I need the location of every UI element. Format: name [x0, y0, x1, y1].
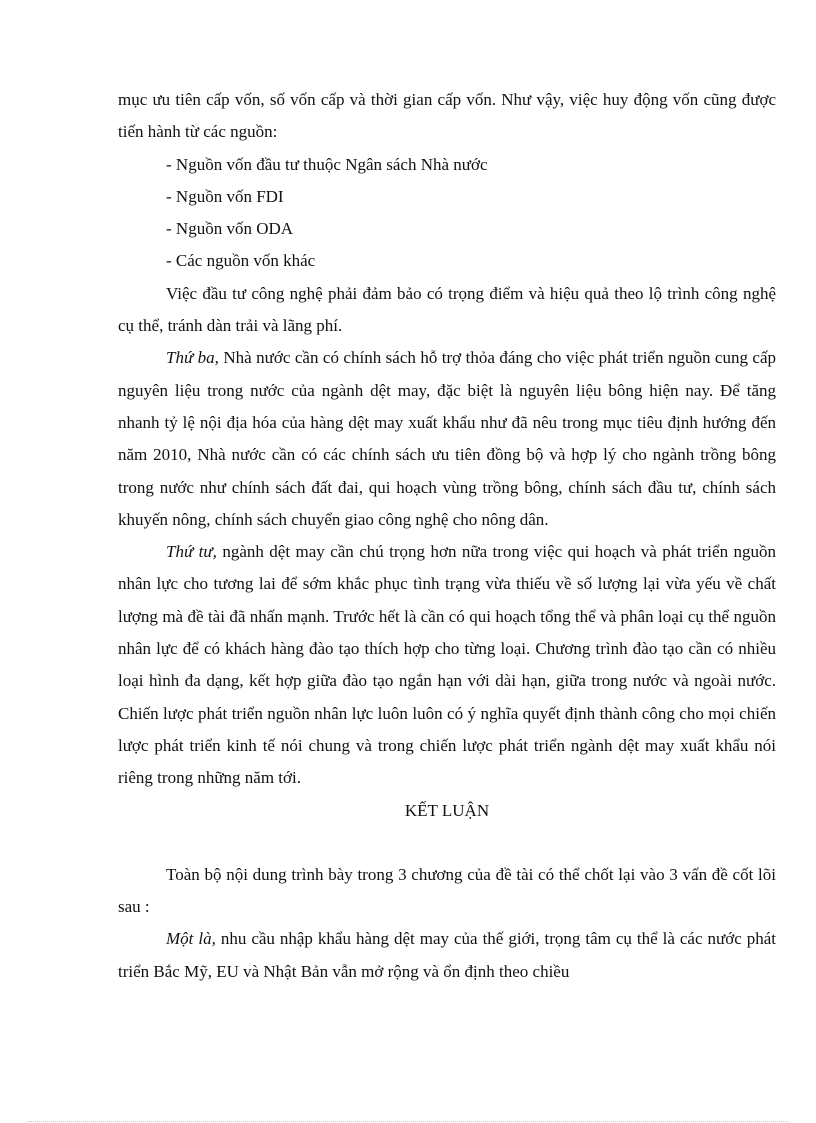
paragraph-third-point [118, 342, 776, 536]
list-item: - Nguồn vốn ODA [166, 219, 294, 239]
list-item: - Các nguồn vốn khác [166, 251, 316, 271]
paragraph-lead-fourth: Thứ tư, [166, 542, 217, 562]
list-item: - Nguồn vốn đầu tư thuộc Ngân sách Nhà nước [166, 154, 488, 174]
document-page [118, 84, 776, 988]
paragraph-conclusion-intro: Toàn bộ nội dung trình bày trong 3 chương của đề tài có thể chốt lại vào 3 vấn đề cốt lõi sau : [118, 864, 776, 917]
paragraph-body-fourth: ngành dệt may cần chú trọng hơn nữa trong việc qui hoạch và phát triển nguồn nhân lực cho tương lai để sớm khắc phục tình trạng vừa thiếu về số lượng lại vừa yếu về chất lượng mà đề tài đã nhấn mạnh. Trước hết là cần có qui hoạch tổng thể và phân loại cụ thể nguồn nhân lực để có khách hàng đào tạo thích hợp cho từng loại. Chương trình đào tạo cần có nhiều loại hình đa dạng, kết hợp giữa đào tạo ngắn hạn với dài hạn, giữa trong nước và ngoài nước. Chiến lược phát triển nguồn nhân lực luôn luôn có ý nghĩa quyết định thành công cho mọi chiến lược phát triển kinh tế nói chung và trong chiến lược phát triển ngành dệt may xuất khẩu nói riêng trong những năm tới. [118, 542, 776, 788]
paragraph-funding-sources: mục ưu tiên cấp vốn, số vốn cấp và thời gian cấp vốn. Như vậy, việc huy động vốn cũng được tiến hành từ các nguồn: [118, 90, 776, 142]
paragraph-lead-third: Thứ ba, [166, 348, 219, 368]
paragraph-fourth-point [118, 536, 776, 794]
paragraph-first-point [118, 923, 776, 988]
section-heading-conclusion: KẾT LUẬN [404, 800, 490, 820]
page-bottom-divider [28, 1121, 788, 1122]
paragraph-technology-investment: Việc đầu tư công nghệ phải đảm bảo có trọng điểm và hiệu quả theo lộ trình công nghệ cụ thể, tránh dàn trải và lãng phí. [118, 283, 776, 336]
paragraph-body-first: nhu cầu nhập khẩu hàng dệt may của thế giới, trọng tâm cụ thể là các nước phát triển Bắc Mỹ, EU và Nhật Bản vẫn mở rộng và ổn định theo chiều [118, 929, 776, 981]
paragraph-lead-first: Một là, [166, 929, 216, 949]
list-item: - Nguồn vốn FDI [166, 186, 284, 206]
paragraph-body-third: Nhà nước cần có chính sách hỗ trợ thỏa đáng cho việc phát triển nguồn cung cấp nguyên liệu trong nước của ngành dệt may, đặc biệt là nguyên liệu bông hiện nay. Để tăng nhanh tỷ lệ nội địa hóa của hàng dệt may xuất khẩu như đã nêu trong mục tiêu định hướng đến năm 2010, Nhà nước cần có các chính sách ưu tiên đồng bộ và hợp lý cho ngành trồng bông trong nước như chính sách đất đai, qui hoạch vùng trồng bông, chính sách đầu tư, chính sách khuyến nông, chính sách chuyển giao công nghệ cho nông dân. [118, 348, 776, 529]
